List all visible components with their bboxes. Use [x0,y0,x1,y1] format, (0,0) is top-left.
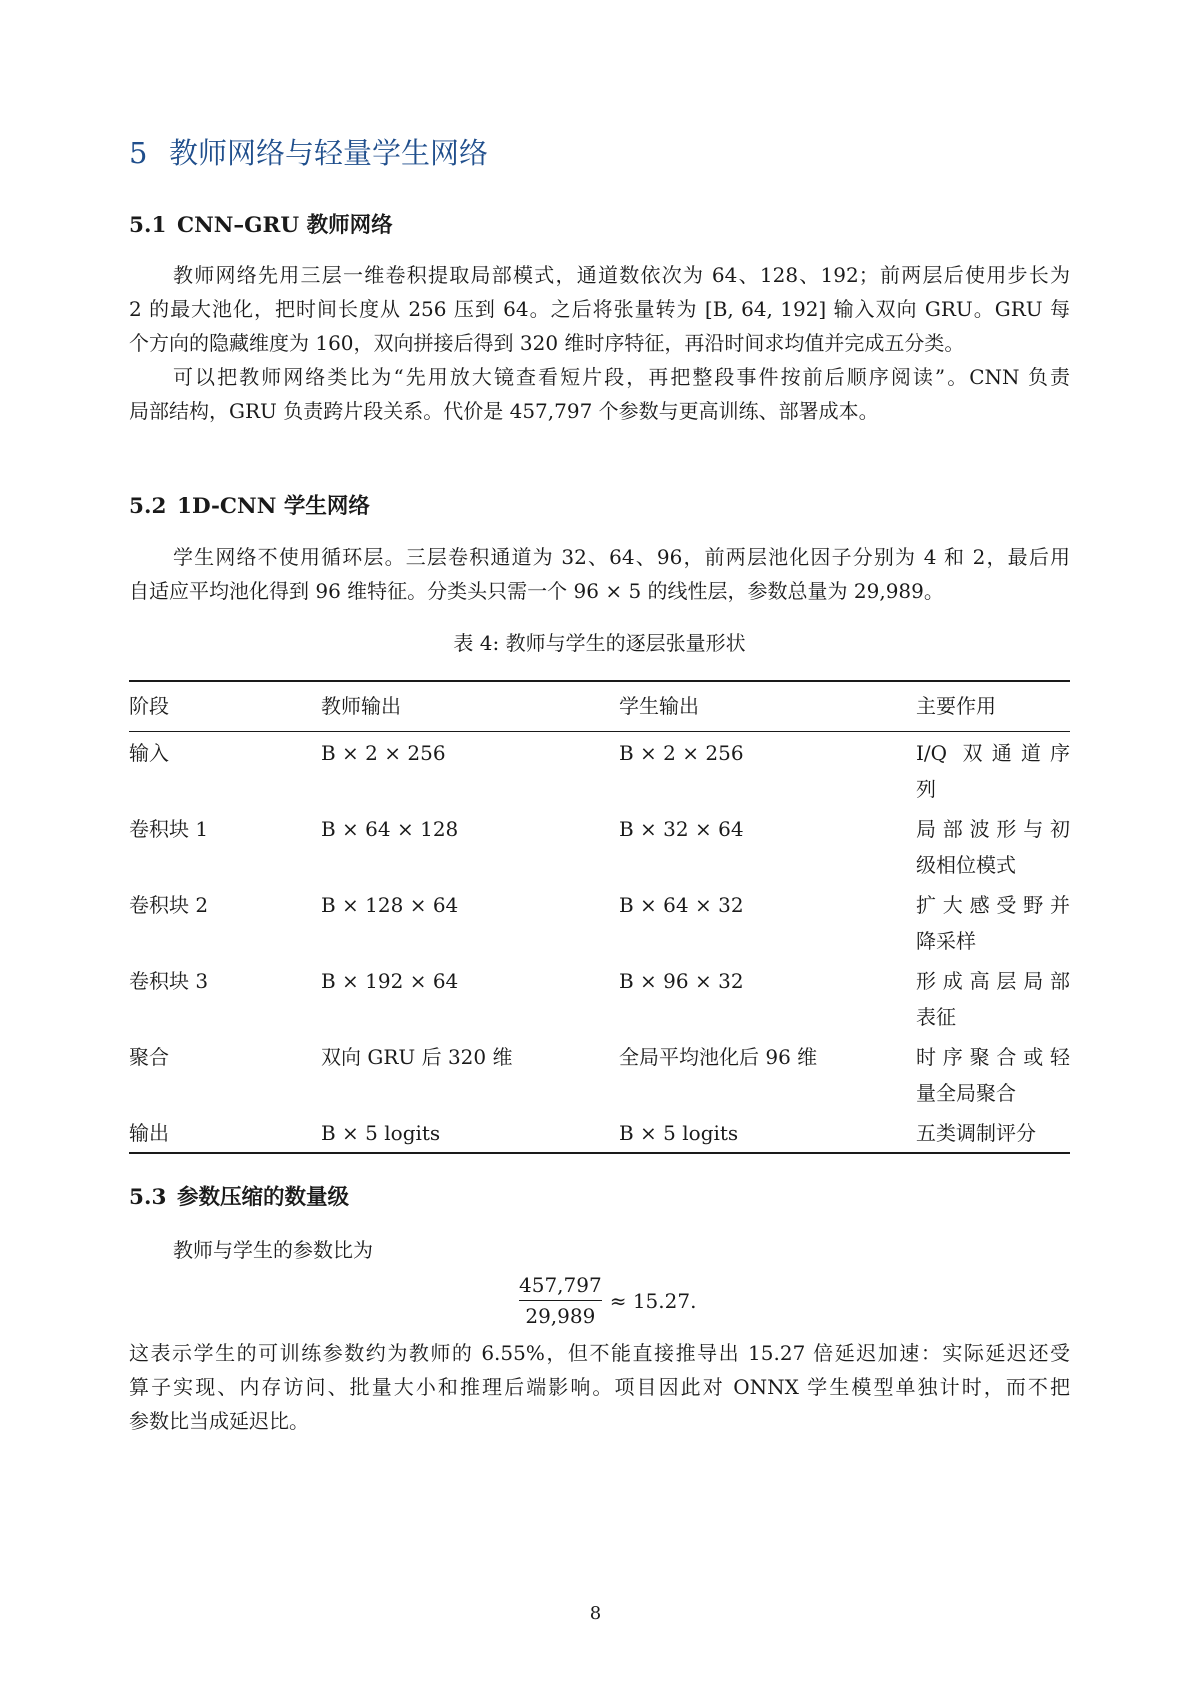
stage-cell: 卷积块 2 [129,893,209,917]
fraction-numerator: 457,797 [519,1273,602,1297]
table-row [129,808,1070,884]
text-line: 自适应平均池化得到 96 维特征。分类头只需一个 96 × 5 的线性层，参数总量为 29,989。 [129,579,944,603]
role-cell [916,960,1070,1036]
paragraph-latency-note [129,1336,1070,1438]
role-line: 时序聚合或轻 [916,1045,1070,1069]
stage-cell: 输出 [129,1121,169,1145]
role-text [916,1039,1070,1111]
paragraph-teacher-architecture [129,258,1070,360]
table-header-row [129,681,1070,732]
paragraph-student-architecture [129,540,1070,608]
parameter-ratio-equation [519,1272,696,1329]
teacher-output-cell: B × 128 × 64 [321,893,459,917]
role-text [916,963,1070,1035]
role-cell [916,732,1070,809]
ratio-intro-text: 教师与学生的参数比为 [173,1238,373,1262]
text-line: 个方向的隐藏维度为 160，双向拼接后得到 320 维时序特征，再沿时间求均值并完成五分类。 [129,331,965,355]
role-line: 列 [916,777,936,801]
student-output-cell: B × 96 × 32 [619,969,744,993]
stage-cell: 卷积块 1 [129,817,209,841]
table-row [129,1036,1070,1112]
role-line: 形成高层局部 [916,969,1070,993]
column-header: 主要作用 [916,694,996,718]
equation-result: ≈ 15.27. [609,1288,697,1313]
column-header: 教师输出 [321,694,401,718]
subsection-title-text: 1D-CNN 学生网络 [177,494,370,519]
teacher-output-cell: B × 2 × 256 [321,741,446,765]
column-header: 阶段 [129,694,169,718]
column-header: 学生输出 [619,694,699,718]
stage-cell: 输入 [129,741,169,765]
role-cell [916,1036,1070,1112]
fraction-denominator: 29,989 [525,1304,596,1328]
table-caption: 表 4: 教师与学生的逐层张量形状 [453,631,746,655]
student-output-cell: B × 5 logits [619,1121,739,1145]
subsection-title-5-1 [129,208,393,239]
table-row [129,1112,1070,1153]
role-line: I/Q 双通道序 [916,741,1070,765]
subsection-number: 5.3 [129,1185,167,1210]
subsection-title-text: CNN–GRU 教师网络 [177,213,393,238]
table-row [129,884,1070,960]
subsection-title-5-2 [129,489,370,520]
text-line: 可以把教师网络类比为“先用放大镜查看短片段，再把整段事件按前后顺序阅读”。CNN 负责 [173,365,1070,389]
fraction [519,1272,602,1329]
role-line: 局部波形与初 [916,817,1070,841]
teacher-output-cell: B × 192 × 64 [321,969,459,993]
role-text [916,811,1070,883]
text-line: 这表示学生的可训练参数约为教师的 6.55%，但不能直接推导出 15.27 倍延迟加速：实际延迟还受 [129,1341,1070,1365]
subsection-number: 5.1 [129,213,167,238]
student-output-cell: B × 64 × 32 [619,893,744,917]
subsection-title-5-3 [129,1180,349,1211]
paragraph-teacher-analogy [129,360,1070,428]
text-line: 参数比当成延迟比。 [129,1409,309,1433]
role-text [916,1115,1070,1151]
role-line: 扩大感受野并 [916,893,1070,917]
text-line: 教师网络先用三层一维卷积提取局部模式，通道数依次为 64、128、192；前两层后使用步长为 [173,263,1070,287]
section-number: 5 [129,136,148,170]
role-cell [916,884,1070,960]
student-output-cell: 全局平均池化后 96 维 [619,1045,818,1069]
section-title-text: 教师网络与轻量学生网络 [169,136,489,170]
teacher-output-cell: B × 5 logits [321,1121,441,1145]
table-row [129,732,1070,809]
role-text [916,887,1070,959]
role-cell [916,1112,1070,1153]
table-row [129,960,1070,1036]
role-line: 量全局聚合 [916,1081,1016,1105]
role-line: 降采样 [916,929,976,953]
student-output-cell: B × 32 × 64 [619,817,744,841]
student-output-cell: B × 2 × 256 [619,741,744,765]
teacher-output-cell: B × 64 × 128 [321,817,459,841]
text-line: 局部结构，GRU 负责跨片段关系。代价是 457,797 个参数与更高训练、部署成本。 [129,399,879,423]
role-text [916,735,1070,807]
teacher-output-cell: 双向 GRU 后 320 维 [321,1045,513,1069]
page-number: 8 [589,1603,602,1624]
text-line: 学生网络不使用循环层。三层卷积通道为 32、64、96，前两层池化因子分别为 4 和 2，最后用 [173,545,1070,569]
section-title [129,131,488,172]
text-line: 算子实现、内存访问、批量大小和推理后端影响。项目因此对 ONNX 学生模型单独计时，而不把 [129,1375,1070,1399]
stage-cell: 聚合 [129,1045,169,1069]
fraction-bar [519,1300,602,1301]
role-line: 表征 [916,1005,956,1029]
role-cell [916,808,1070,884]
tensor-shape-table [129,680,1070,1154]
table-body [129,732,1070,1154]
text-line: 2 的最大池化，把时间长度从 256 压到 64。之后将张量转为 [B, 64, 192] 输入双向 GRU。GRU 每 [129,297,1070,321]
subsection-number: 5.2 [129,494,167,519]
subsection-title-text: 参数压缩的数量级 [177,1185,350,1210]
role-line: 级相位模式 [916,853,1016,877]
stage-cell: 卷积块 3 [129,969,209,993]
role-line: 五类调制评分 [916,1121,1036,1145]
